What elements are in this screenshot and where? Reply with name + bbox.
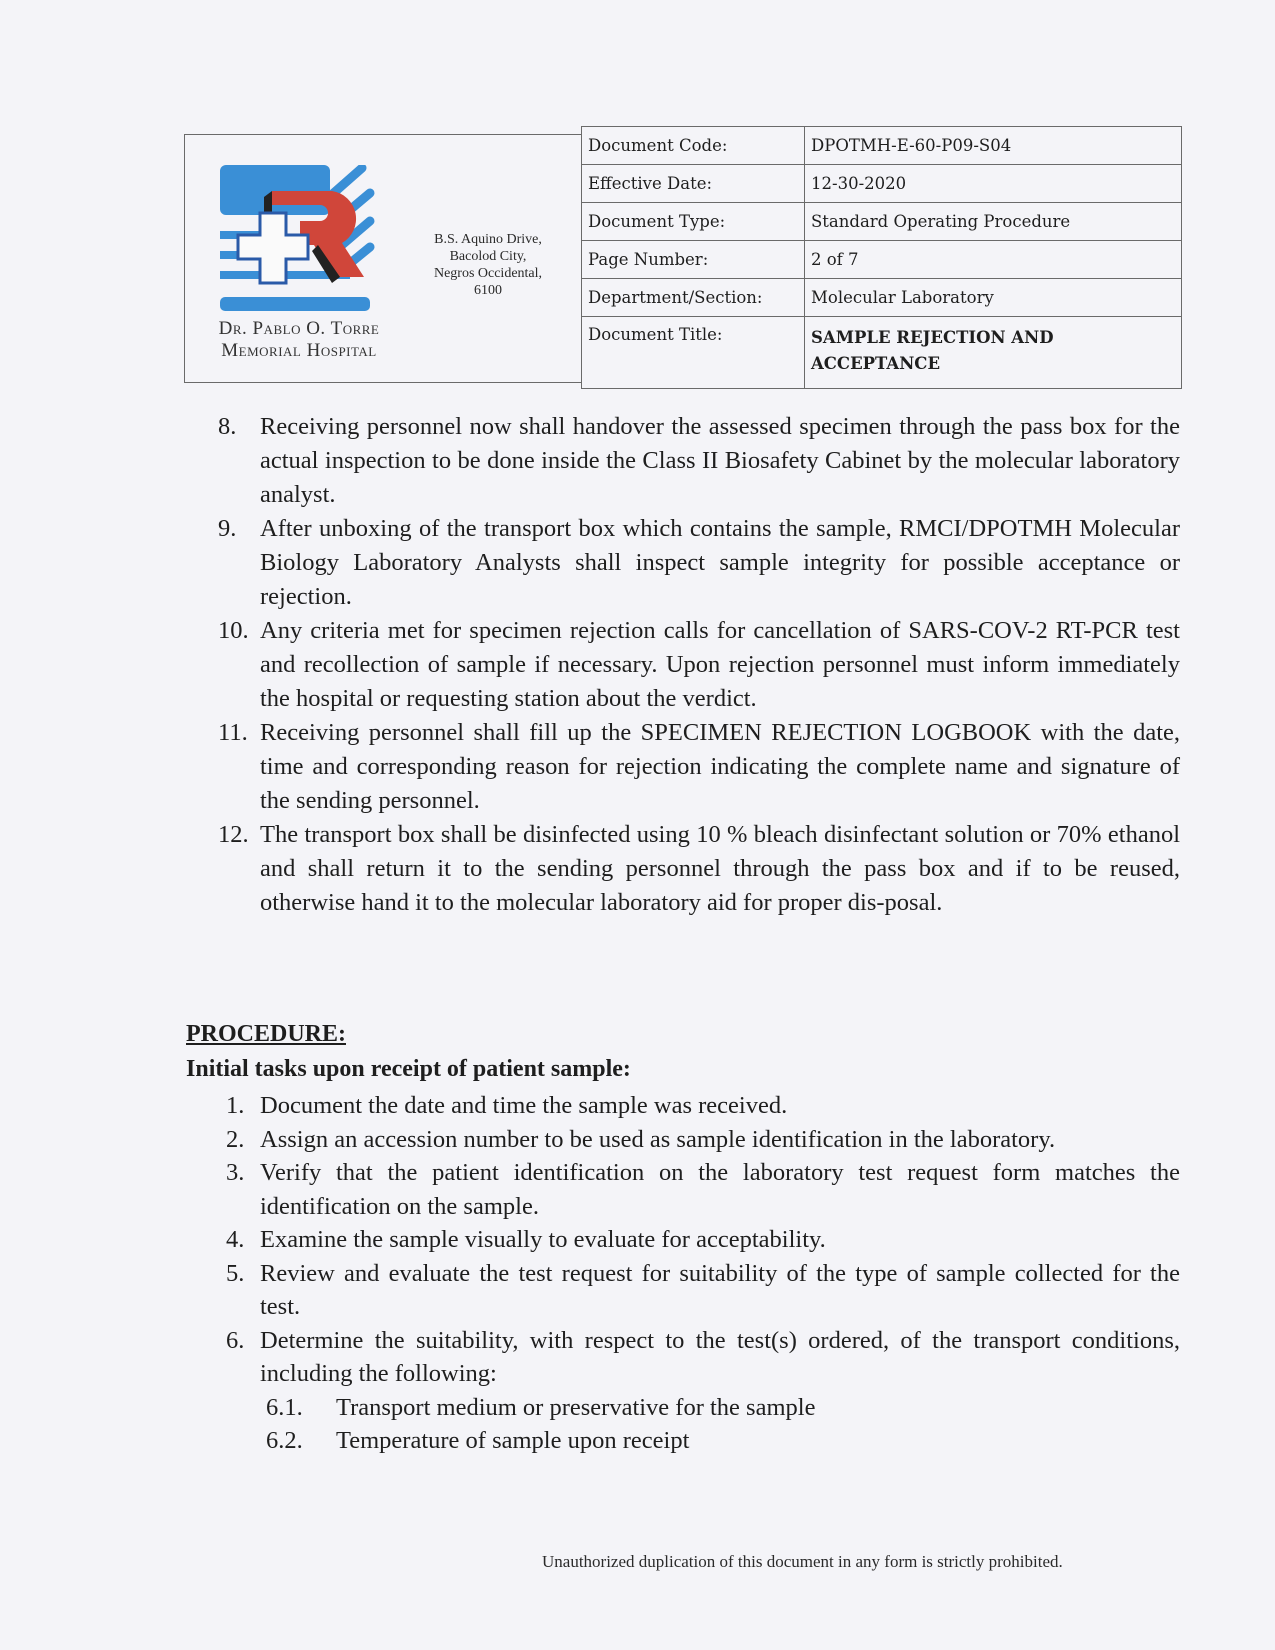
meta-label: Document Code:	[582, 127, 805, 165]
steps-list	[218, 410, 1180, 920]
meta-label: Document Title:	[582, 317, 805, 389]
procedure-heading: PROCEDURE:	[186, 1021, 346, 1047]
meta-label: Document Type:	[582, 203, 805, 241]
meta-value: Standard Operating Procedure	[805, 203, 1182, 241]
item-number: 4.	[226, 1226, 245, 1253]
document-meta-table	[581, 126, 1182, 389]
item-number: 1.	[226, 1092, 245, 1119]
item-number: 10.	[218, 617, 249, 644]
item-number: 3.	[226, 1159, 245, 1186]
list-item	[226, 1123, 1180, 1157]
meta-row	[582, 203, 1182, 241]
item-text: Determine the suitability, with respect to the test(s) ordered, of the transport conditions, including the following:	[260, 1326, 1180, 1387]
meta-label: Page Number:	[582, 241, 805, 279]
meta-row	[582, 127, 1182, 165]
header-logo-block	[184, 134, 581, 383]
hospital-address	[413, 231, 563, 299]
document-title: SAMPLE REJECTION AND ACCEPTANCE	[805, 317, 1182, 389]
list-item	[218, 716, 1180, 818]
hospital-name	[199, 318, 399, 362]
list-item	[226, 1257, 1180, 1324]
item-number: 9.	[218, 515, 237, 542]
item-text: Temperature of sample upon receipt	[336, 1427, 690, 1454]
item-text: Assign an accession number to be used as sample identification in the laboratory.	[260, 1125, 1056, 1153]
address-line: B.S. Aquino Drive,	[434, 232, 542, 247]
procedure-list	[226, 1089, 1180, 1458]
meta-value: 2 of 7	[805, 241, 1182, 279]
item-number: 6.1.	[266, 1393, 303, 1421]
item-number: 5.	[226, 1259, 245, 1287]
item-text: Any criteria met for specimen rejection calls for cancellation of SARS-COV-2 RT-PCR test and recollection of sample if necessary. Upon rejection personnel must inform immediately the hospital or requesting station about the verdict.	[260, 617, 1180, 712]
sub-list-item	[266, 1391, 1180, 1425]
address-line: 6100	[474, 283, 502, 298]
hospital-name-line2: Memorial Hospital	[221, 340, 377, 361]
list-item	[218, 410, 1180, 512]
meta-label: Department/Section:	[582, 279, 805, 317]
meta-label: Effective Date:	[582, 165, 805, 203]
item-text: Verify that the patient identification on the laboratory test request form matches the identification on the sample.	[260, 1159, 1180, 1220]
item-text: Examine the sample visually to evaluate for acceptability.	[260, 1226, 826, 1253]
item-text: Receiving personnel shall fill up the SPECIMEN REJECTION LOGBOOK with the date, time and corresponding reason for rejection indicating the complete name and signature of the sending personnel.	[260, 719, 1180, 814]
meta-row	[582, 279, 1182, 317]
item-number: 6.2.	[266, 1427, 303, 1454]
list-item	[226, 1324, 1180, 1391]
item-text: Document the date and time the sample was received.	[260, 1092, 788, 1119]
item-number: 11.	[218, 719, 248, 746]
list-item	[226, 1089, 1180, 1123]
list-item	[226, 1223, 1180, 1257]
address-line: Bacolod City,	[449, 249, 527, 264]
item-text: Transport medium or preservative for the sample	[336, 1393, 816, 1421]
item-text: Receiving personnel now shall handover the assessed specimen through the pass box for the actual inspection to be done inside the Class II Biosafety Cabinet by the molecular laboratory analyst.	[260, 413, 1180, 508]
meta-row	[582, 317, 1182, 389]
address-line: Negros Occidental,	[433, 266, 543, 281]
item-number: 12.	[218, 821, 249, 848]
list-item	[218, 512, 1180, 614]
item-number: 8.	[218, 413, 237, 440]
meta-value: 12-30-2020	[805, 165, 1182, 203]
item-text: The transport box shall be disinfected using 10 % bleach disinfectant solution or 70% ethanol and shall return it to the sending personnel through the pass box and if to be reused, otherwise hand it to the molecular laboratory aid for proper dis-posal.	[260, 821, 1180, 916]
list-item	[218, 818, 1180, 920]
meta-row	[582, 165, 1182, 203]
footer-notice: Unauthorized duplication of this document in any form is strictly prohibited.	[542, 1552, 1063, 1571]
procedure-subheading: Initial tasks upon receipt of patient sample:	[186, 1056, 631, 1082]
item-number: 6.	[226, 1326, 245, 1354]
meta-row	[582, 241, 1182, 279]
list-item	[218, 614, 1180, 716]
hospital-name-line1: Dr. Pablo O. Torre	[218, 318, 380, 339]
sub-list-item	[266, 1424, 1180, 1458]
list-item	[226, 1156, 1180, 1223]
item-number: 2.	[226, 1125, 245, 1153]
hospital-logo-icon	[220, 165, 380, 317]
meta-value: DPOTMH-E-60-P09-S04	[805, 127, 1182, 165]
meta-value: Molecular Laboratory	[805, 279, 1182, 317]
item-text: After unboxing of the transport box which contains the sample, RMCI/DPOTMH Molecular Biology Laboratory Analysts shall inspect sample integrity for possible acceptance or rejection.	[260, 515, 1180, 610]
item-text: Review and evaluate the test request for suitability of the type of sample collected for the test.	[260, 1259, 1180, 1320]
